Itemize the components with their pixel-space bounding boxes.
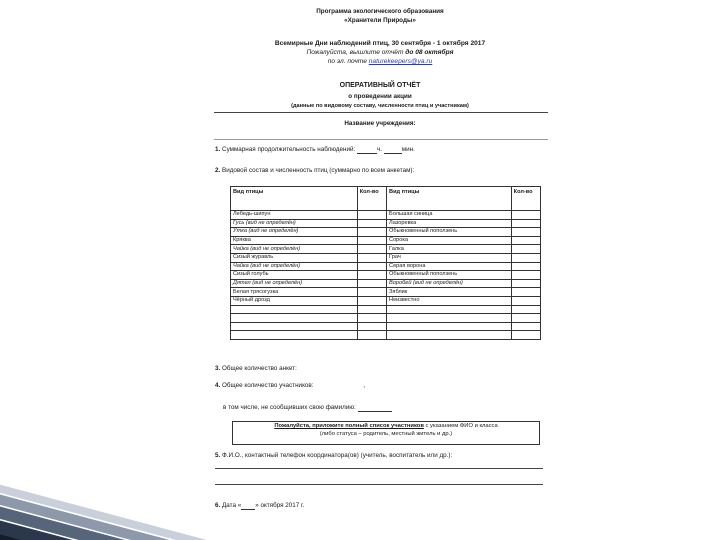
question-2: 2. Видовой состав и численность птиц (суммарно по всем анкетам): xyxy=(215,167,415,174)
count-cell[interactable] xyxy=(511,219,540,228)
species-cell: Утка (вид не определён) xyxy=(231,228,358,237)
event-title: Всемирные Дни наблюдений птиц, 30 сентября - 1 октября 2017 xyxy=(274,40,486,47)
question-4-sub: в том числе, не сообщивших свою фамилию: xyxy=(223,404,392,412)
count-cell[interactable] xyxy=(357,219,386,228)
table-row xyxy=(231,228,541,237)
count-cell[interactable] xyxy=(357,253,386,262)
participants-note: Пожалуйста, приложите полный список участников с указанием ФИО и класса (либо статуса – родитель, местный житель и др.) xyxy=(232,421,540,445)
species-cell: Воробей (вид не определён) xyxy=(387,279,512,288)
question-3: 3. Общее количество анкет: xyxy=(215,365,297,372)
species-cell: Неизвестно xyxy=(387,296,512,305)
species-cell: Лебедь-шипун xyxy=(231,211,358,220)
minutes-field[interactable] xyxy=(384,147,402,154)
count-cell[interactable] xyxy=(357,305,386,314)
species-cell: Гусь (вид не определён) xyxy=(231,219,358,228)
count-cell[interactable] xyxy=(511,262,540,271)
species-cell: Большая синица xyxy=(387,211,512,220)
count-cell[interactable] xyxy=(357,271,386,280)
table-row xyxy=(231,296,541,305)
count-cell[interactable] xyxy=(357,331,386,340)
species-cell: Лазоревка xyxy=(387,219,512,228)
species-cell: Кряква xyxy=(231,236,358,245)
species-cell: Сизый голубь xyxy=(231,271,358,280)
table-row xyxy=(231,288,541,297)
column-header-species: Вид птицы xyxy=(231,187,358,211)
report-form-page xyxy=(210,0,550,540)
species-cell: Серая ворона xyxy=(387,262,512,271)
count-cell[interactable] xyxy=(357,262,386,271)
divider xyxy=(214,139,548,140)
species-cell: Чёрный дрозд xyxy=(231,296,358,305)
anonymous-count-field[interactable] xyxy=(358,405,392,412)
count-cell[interactable] xyxy=(357,228,386,237)
species-cell xyxy=(387,331,512,340)
species-cell: Обыкновенный поползень xyxy=(387,271,512,280)
count-cell[interactable] xyxy=(357,296,386,305)
coordinator-line[interactable] xyxy=(215,468,543,469)
question-1: 1. Суммарная продолжительность наблюдений: ч. мин. xyxy=(215,146,415,153)
table-row xyxy=(231,314,541,323)
count-cell[interactable] xyxy=(511,279,540,288)
count-cell[interactable] xyxy=(357,245,386,254)
table-row xyxy=(231,305,541,314)
species-cell: Зяблик xyxy=(387,288,512,297)
question-4: 4. Общее количество участников: , xyxy=(215,382,365,389)
date-field[interactable] xyxy=(241,503,255,510)
species-cell: Галка xyxy=(387,245,512,254)
count-cell[interactable] xyxy=(357,279,386,288)
program-title: Программа экологического образования xyxy=(316,8,444,15)
program-name: «Хранители Природы» xyxy=(344,17,416,24)
count-cell[interactable] xyxy=(357,211,386,220)
table-row xyxy=(231,245,541,254)
count-cell[interactable] xyxy=(357,236,386,245)
table-header-row xyxy=(231,187,541,211)
count-cell[interactable] xyxy=(357,314,386,323)
report-subtitle: о проведении акции xyxy=(348,93,412,100)
report-note: (данные по видовому составу, численности птиц и участникам) xyxy=(291,103,469,109)
table-row xyxy=(231,322,541,331)
count-cell[interactable] xyxy=(511,322,540,331)
table-row xyxy=(231,271,541,280)
table-row xyxy=(231,262,541,271)
count-cell[interactable] xyxy=(511,236,540,245)
count-cell[interactable] xyxy=(357,288,386,297)
species-cell: Грач xyxy=(387,253,512,262)
count-cell[interactable] xyxy=(511,211,540,220)
count-cell[interactable] xyxy=(357,322,386,331)
species-cell xyxy=(387,305,512,314)
table-row xyxy=(231,236,541,245)
species-cell: Сизый журавль xyxy=(231,253,358,262)
deadline-request: Пожалуйста, вышлите отчёт до 08 октября xyxy=(306,49,454,56)
divider xyxy=(214,112,548,113)
species-cell xyxy=(231,305,358,314)
question-5: 5. Ф.И.О., контактный телефон координатора(ов) (учитель, воспитатель или др.): xyxy=(215,452,453,459)
count-cell[interactable] xyxy=(511,228,540,237)
species-cell: Дятел (вид не определён) xyxy=(231,279,358,288)
species-cell xyxy=(231,322,358,331)
count-cell[interactable] xyxy=(511,331,540,340)
decorative-stripes xyxy=(0,455,210,540)
report-title: ОПЕРАТИВНЫЙ ОТЧЁТ xyxy=(339,82,421,89)
birds-table xyxy=(230,186,541,340)
species-cell: Белая трясогузка xyxy=(231,288,358,297)
column-header-species: Вид птицы xyxy=(387,187,512,211)
column-header-count: Кол-во xyxy=(357,187,386,211)
count-cell[interactable] xyxy=(511,253,540,262)
column-header-count: Кол-во xyxy=(511,187,540,211)
question-6: 6. Дата « » октября 2017 г. xyxy=(215,502,305,509)
species-cell xyxy=(231,331,358,340)
table-row xyxy=(231,279,541,288)
species-cell xyxy=(387,322,512,331)
table-row xyxy=(231,331,541,340)
species-cell: Сорока xyxy=(387,236,512,245)
species-cell xyxy=(231,314,358,323)
institution-label: Название учреждения: xyxy=(344,120,416,127)
species-cell xyxy=(387,314,512,323)
email-line: по эл. почте naturekeepers@ya.ru xyxy=(327,58,433,65)
count-cell[interactable] xyxy=(511,271,540,280)
hours-field[interactable] xyxy=(357,147,377,154)
species-cell: Чайка (вид не определён) xyxy=(231,245,358,254)
species-cell: Чайка (вид не определён) xyxy=(231,262,358,271)
count-cell[interactable] xyxy=(511,296,540,305)
count-cell[interactable] xyxy=(511,314,540,323)
table-row xyxy=(231,211,541,220)
count-cell[interactable] xyxy=(511,305,540,314)
coordinator-line[interactable] xyxy=(215,484,543,485)
count-cell[interactable] xyxy=(511,245,540,254)
table-row xyxy=(231,219,541,228)
table-row xyxy=(231,253,541,262)
species-cell: Обыкновенный поползень xyxy=(387,228,512,237)
email-link[interactable]: naturekeepers@ya.ru xyxy=(368,58,433,65)
count-cell[interactable] xyxy=(511,288,540,297)
